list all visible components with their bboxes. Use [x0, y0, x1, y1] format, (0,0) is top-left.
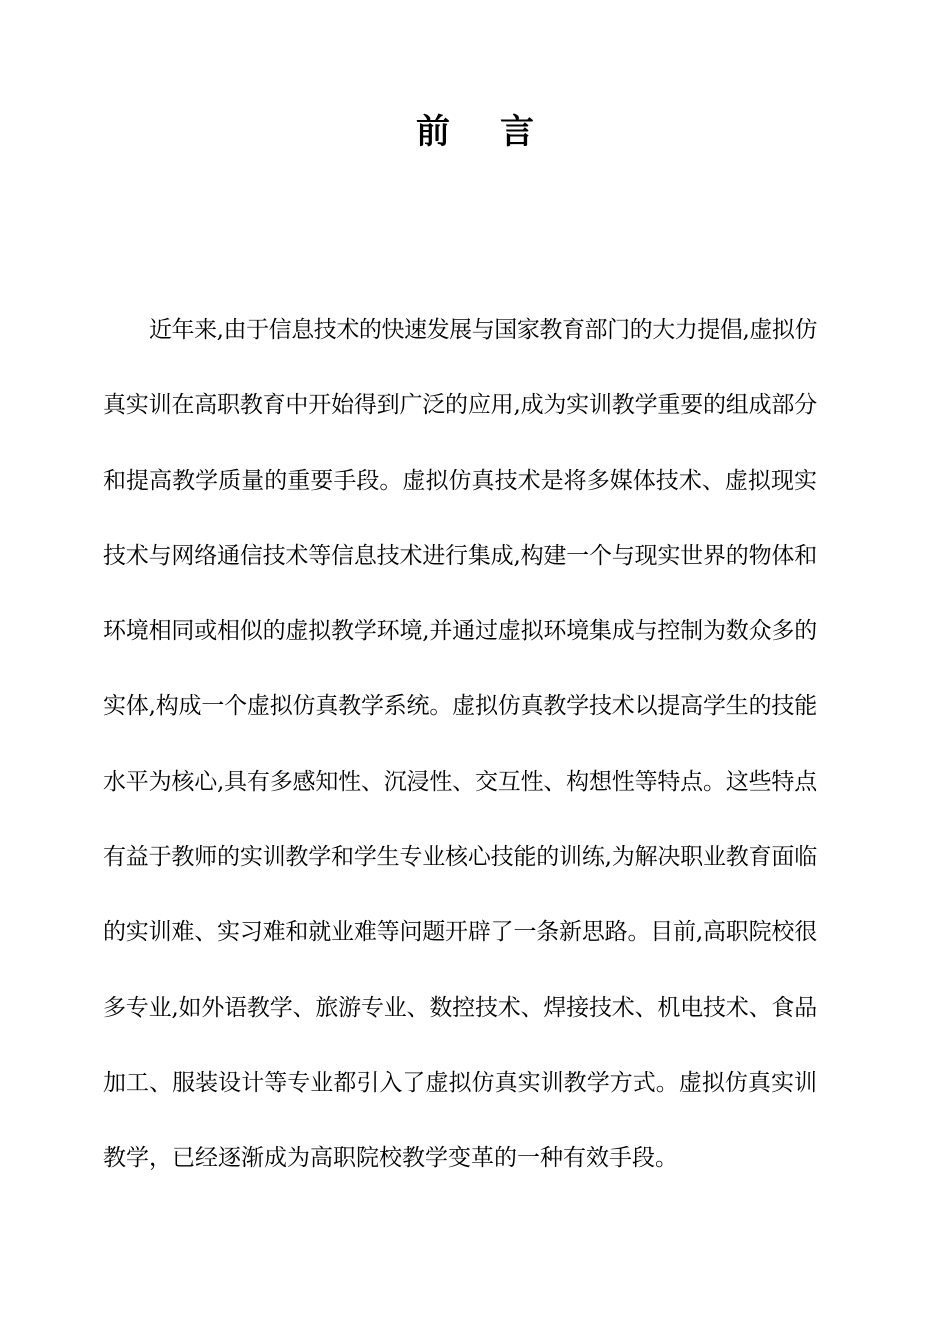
paragraph-line: 真实训在高职教育中开始得到广泛的应用,成为实训教学重要的组成部分 [103, 392, 817, 419]
paragraph-line: 的实训难、实习难和就业难等问题开辟了一条新思路。目前,高职院校很 [103, 919, 817, 946]
body-paragraph [103, 306, 817, 1210]
paragraph-line: 近年来,由于信息技术的快速发展与国家教育部门的大力提倡,虚拟仿 [149, 317, 817, 343]
paragraph-line: 和提高教学质量的重要手段。虚拟仿真技术是将多媒体技术、虚拟现实 [103, 467, 817, 494]
paragraph-line: 有益于教师的实训教学和学生专业核心技能的训练,为解决职业教育面临 [103, 844, 817, 871]
paragraph-line: 加工、服装设计等专业都引入了虚拟仿真实训教学方式。虚拟仿真实训 [103, 1069, 817, 1096]
paragraph-line: 多专业,如外语教学、旅游专业、数控技术、焊接技术、机电技术、食品 [103, 994, 817, 1021]
page-title [0, 104, 950, 160]
paragraph-line: 技术与网络通信技术等信息技术进行集成,构建一个与现实世界的物体和 [103, 542, 817, 569]
paragraph-line: 实体,构成一个虚拟仿真教学系统。虚拟仿真教学技术以提高学生的技能 [103, 693, 817, 720]
paragraph-line: 教学，已经逐渐成为高职院校教学变革的一种有效手段。 [103, 1145, 678, 1172]
title-char-1: 前 [416, 112, 450, 152]
title-char-2: 言 [500, 112, 534, 152]
paragraph-line: 环境相同或相似的虚拟教学环境,并通过虚拟环境集成与控制为数众多的 [103, 618, 817, 645]
paragraph-line: 水平为核心,具有多感知性、沉浸性、交互性、构想性等特点。这些特点 [103, 768, 817, 795]
